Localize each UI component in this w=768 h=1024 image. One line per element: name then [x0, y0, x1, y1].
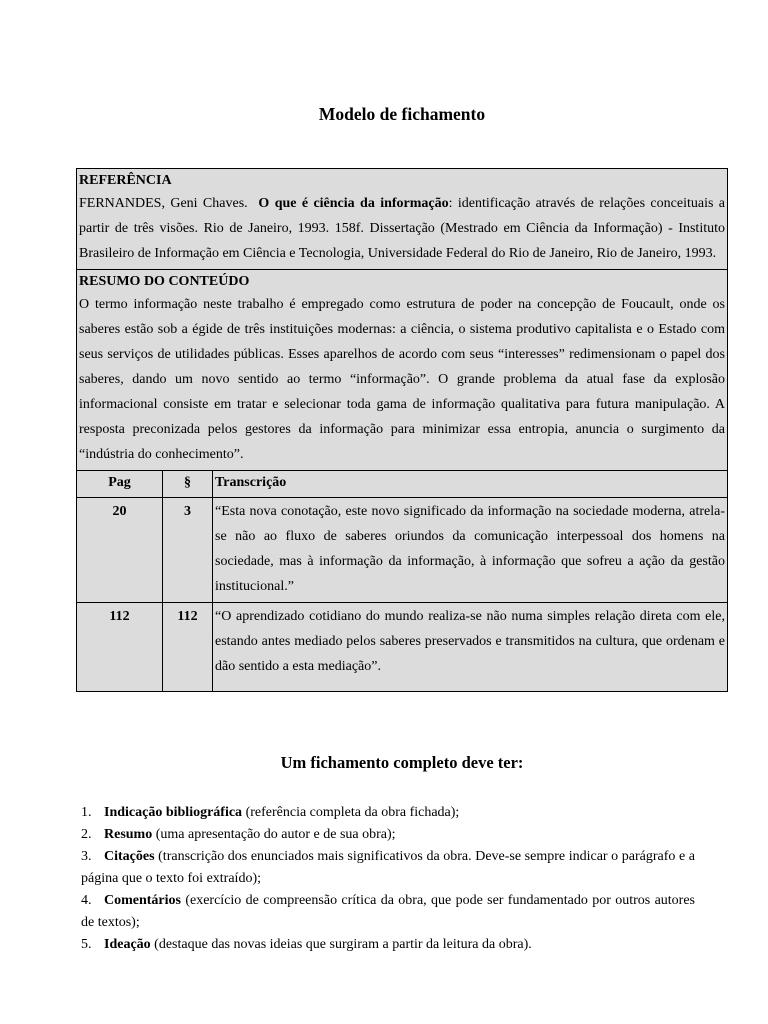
header-transcription: Transcrição	[213, 471, 728, 498]
list-item-desc: (destaque das novas ideias que surgiram a partir da leitura da obra).	[150, 937, 532, 952]
list-item	[81, 890, 695, 934]
list-item-number: 1.	[81, 805, 92, 820]
reference-heading: REFERÊNCIA	[79, 173, 172, 188]
reference-work-title: O que é ciência da informação	[258, 196, 449, 211]
list-item	[81, 934, 695, 956]
page-title: Modelo de fichamento	[318, 104, 486, 124]
list-item-term: Citações	[104, 849, 155, 864]
quotes-header-row	[77, 471, 728, 498]
reference-details: : identificação através de relações conceituais a partir de três visões. Rio de Janeiro, 1993. 158f. Dissertação (Mestrado em Ciência da Informação) - Instituto Brasileiro de Informação em Ciência e Tecnologia, Universidade Federal do Rio de Janeiro, Rio de Janeiro, 1993.	[79, 196, 726, 261]
list-item-number: 4.	[81, 893, 92, 908]
quote-paragraph: 3	[163, 498, 213, 603]
reference-cell	[77, 169, 728, 270]
quote-row	[77, 498, 728, 603]
list-item-desc: (uma apresentação do autor e de sua obra);	[152, 827, 396, 842]
requirements-list	[81, 802, 695, 956]
reference-author: FERNANDES, Geni Chaves.	[79, 196, 248, 211]
list-item-term: Ideação	[104, 937, 151, 952]
reference-text	[79, 191, 725, 266]
quote-page: 112	[77, 603, 163, 692]
summary-heading: RESUMO DO CONTEÚDO	[79, 274, 250, 289]
header-page: Pag	[77, 471, 163, 498]
list-item-number: 2.	[81, 827, 92, 842]
quote-paragraph: 112	[163, 603, 213, 692]
summary-cell	[77, 270, 728, 471]
reference-row	[77, 169, 728, 270]
summary-text: O termo informação neste trabalho é empregado como estrutura de poder na concepção de Foucault, onde os saberes estão sob a égide de três instituições modernas: a ciência, o sistema produtivo capitalista e o Estado com seus serviços de utilidades públicas. Esses aparelhos de acordo com seus “interesses” redimensionam o papel dos saberes, dando um novo sentido ao termo “informação”. O grande problema da atual fase da explosão informacional consiste em tratar e selecionar toda gama de informação qualitativa para futura manipulação. A resposta preconizada pelos gestores da informação para minimizar essa entropia, anuncia o surgimento da “indústria do conhecimento”.	[79, 297, 725, 462]
list-item	[81, 824, 695, 846]
quote-page: 20	[77, 498, 163, 603]
list-item-number: 3.	[81, 849, 92, 864]
quote-transcription: “O aprendizado cotidiano do mundo realiza-se não numa simples relação direta com ele, estando antes mediado pelos saberes preservados e transmitidos na cultura, que ordenam e dão sentido a esta mediação”.	[215, 609, 725, 674]
fichamento-table	[76, 168, 728, 692]
header-paragraph: §	[163, 471, 213, 498]
quote-transcription: “Esta nova conotação, este novo significado da informação na sociedade moderna, atrela-se não ao fluxo de saberes oriundos da comunicação interpessoal dos homens na sociedade, mas à informação da informação, à informação que sofreu a ação da gestão institucional.”	[215, 504, 725, 594]
quote-text	[213, 603, 728, 692]
list-item	[81, 846, 695, 890]
list-item-number: 5.	[81, 937, 92, 952]
requirements-title: Um fichamento completo deve ter:	[280, 753, 524, 772]
list-item-desc: (exercício de compreensão crítica da obra, que pode ser fundamentado por outros autores de textos);	[81, 893, 695, 930]
summary-row	[77, 270, 728, 471]
list-item-desc: (referência completa da obra fichada);	[242, 805, 460, 820]
quote-text	[213, 498, 728, 603]
list-item-desc: (transcrição dos enunciados mais significativos da obra. Deve-se sempre indicar o parágrafo e a página que o texto foi extraído);	[81, 849, 695, 886]
list-item	[81, 802, 695, 824]
list-item-term: Resumo	[104, 827, 153, 842]
quote-row	[77, 603, 728, 692]
list-item-term: Indicação bibliográfica	[104, 805, 243, 820]
list-item-term: Comentários	[104, 893, 181, 908]
